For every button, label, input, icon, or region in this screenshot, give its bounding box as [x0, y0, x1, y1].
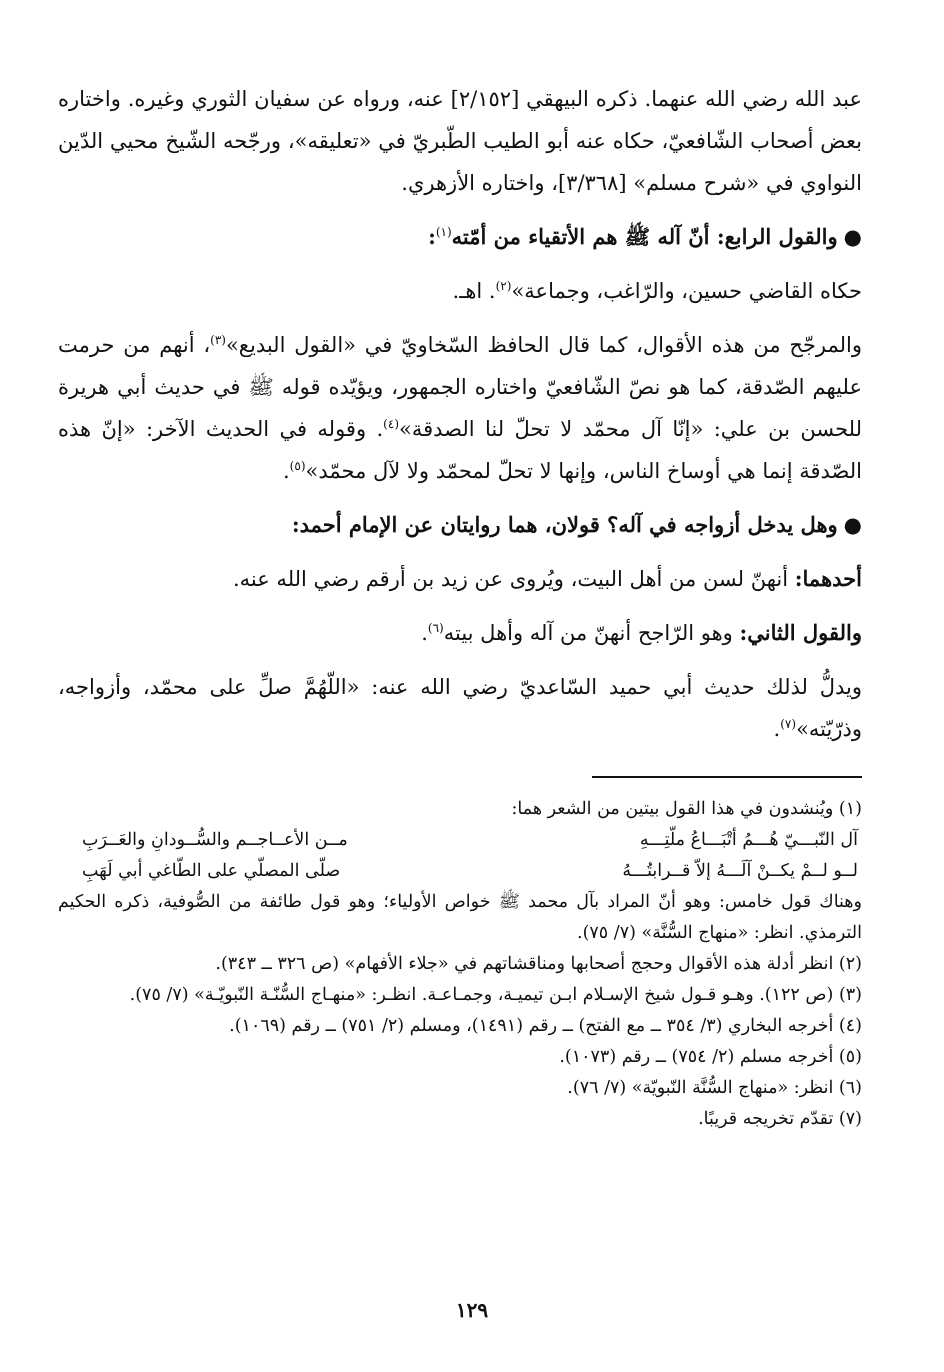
verse-1-first-hemistich: آل النّبـــيّ هُـــمُ أتْبَـــاعُ ملّتِـــهِ	[639, 830, 858, 850]
verse-line-2	[58, 856, 862, 887]
footnote-ref-1: (١)	[435, 225, 452, 239]
main-text	[58, 78, 862, 750]
page-number: ١٢٩	[455, 1298, 489, 1322]
footnote-ref-3: (٣)	[210, 333, 226, 347]
paragraph-first-opinion: أحدهما: أنهنّ لسن من أهل البيت، ويُروى عن زيد بن أرقم رضي الله عنه.	[232, 566, 862, 591]
footnote-ref-5: (٥)	[289, 459, 306, 473]
footnote-ref-7: (٧)	[780, 717, 797, 731]
verse-line-1	[58, 825, 862, 856]
paragraph-2: حكاه القاضي حسين، والرّاغب، وجماعة»$^{(٢)}$. اهـ.	[452, 279, 862, 303]
footnote-1-continued: وهناك قول خامس: وهو أنّ المراد بآل محمد ﷺ خواص الأولياء؛ وهو قول طائفة من الصُّوفية، ذكره الحكيم الترمذي. انظر: «منهاج السُّنَّة» (٧/ ٧٥).	[58, 892, 862, 943]
footnote-1-intro: (١) ويُنشدون في هذا القول بيتين من الشعر هما:	[511, 799, 862, 819]
footnotes	[58, 794, 862, 1135]
verse-2-second-hemistich: صلّى المصلّي على الطّاغي أبي لَهَبِ	[82, 861, 341, 881]
bullet-wives-question: ●وهل يدخل أزواجه في آله؟ قولان، هما روايتان عن الإمام أحمد:	[291, 512, 862, 537]
verse-1-second-hemistich: مــن الأعــاجــم والسُّــودانِ والعَــرَبِ	[82, 830, 348, 850]
paragraph-3: والمرجّح من هذه الأقوال، كما قال الحافظ السّخاويّ في «القول البديع»$^{(٣)}$، أنهم من حرمت عليهم الصّدقة، كما هو نصّ الشّافعيّ واختاره الجمهور، ويؤيّده قوله ﷺ في حديث أبي هريرة للحسن بن علي: «إنّا آل محمّد لا تحلّ لنا الصدقة»$^{(٤)}$. وقوله في الحديث الآخر: «إنّ هذه الصّدقة إنما هي أوساخ الناس، وإنها لا تحلّ لمحمّد ولا لآل محمّد»$^{(٥)}$.	[58, 333, 863, 483]
footnote-7: (٧) تقدّم تخريجه قريبًا.	[698, 1109, 862, 1129]
footnote-divider	[592, 776, 862, 778]
footnote-3: (٣) (ص ١٢٢). وهـو قـول شيخ الإسـلام ابـن تيميـة، وجمـاعـة. انظـر: «منهـاج السُّنّـة النّبويّـة» (٧/ ٧٥).	[129, 985, 862, 1005]
footnote-4: (٤) أخرجه البخاري (٣/ ٣٥٤ ــ مع الفتح) ــ رقم (١٤٩١)، ومسلم (٢/ ٧٥١) ــ رقم (١٠٦٩).	[229, 1016, 862, 1036]
paragraph-1: عبد الله رضي الله عنهما. ذكره البيهقي [٢/١٥٢] عنه، ورواه عن سفيان الثوري وغيره. واختاره بعض أصحاب الشّافعيّ، حكاه عنه أبو الطيب الطّبريّ في «تعليقه»، ورجّحه الشّيخ محيي الدّين النواوي في «شرح مسلم» [٣/٣٦٨]، واختاره الأزهري.	[58, 87, 862, 195]
footnote-2: (٢) انظر أدلة هذه الأقوال وحجج أصحابها ومناقشاتهم في «جلاء الأفهام» (ص ٣٢٦ ــ ٣٤٣).	[215, 954, 862, 974]
paragraph-hadith: ويدلُّ لذلك حديث أبي حميد السّاعديّ رضي الله عنه: «اللّهُمَّ صلِّ على محمّد، وأزواجه، وذرّيّته»$^{(٧)}$.	[58, 675, 862, 741]
footnote-6: (٦) انظر: «منهاج السُّنَّة النّبويّة» (٧/ ٧٦).	[567, 1078, 862, 1098]
footnote-ref-2: (٢)	[495, 279, 512, 293]
verse-2-first-hemistich: لــو لــمْ يكــنْ آلَـــهُ إلاّ قــرابتُـــهُ	[622, 861, 858, 881]
footnote-ref-4: (٤)	[383, 417, 399, 431]
bullet-icon: ●	[843, 224, 862, 249]
footnote-ref-6: (٦)	[427, 621, 444, 635]
bullet-fourth-opinion: ●والقول الرابع: أنّ آله ﷺ هم الأتقياء من أمّته$^{(١)}$:	[428, 224, 862, 249]
bullet-icon: ●	[843, 512, 862, 537]
footnote-5: (٥) أخرجه مسلم (٢/ ٧٥٤) ــ رقم (١٠٧٣).	[559, 1047, 862, 1067]
paragraph-second-opinion: والقول الثاني: وهو الرّاجح أنهنّ من آله وأهل بيته$^{(٦)}$.	[421, 620, 862, 645]
